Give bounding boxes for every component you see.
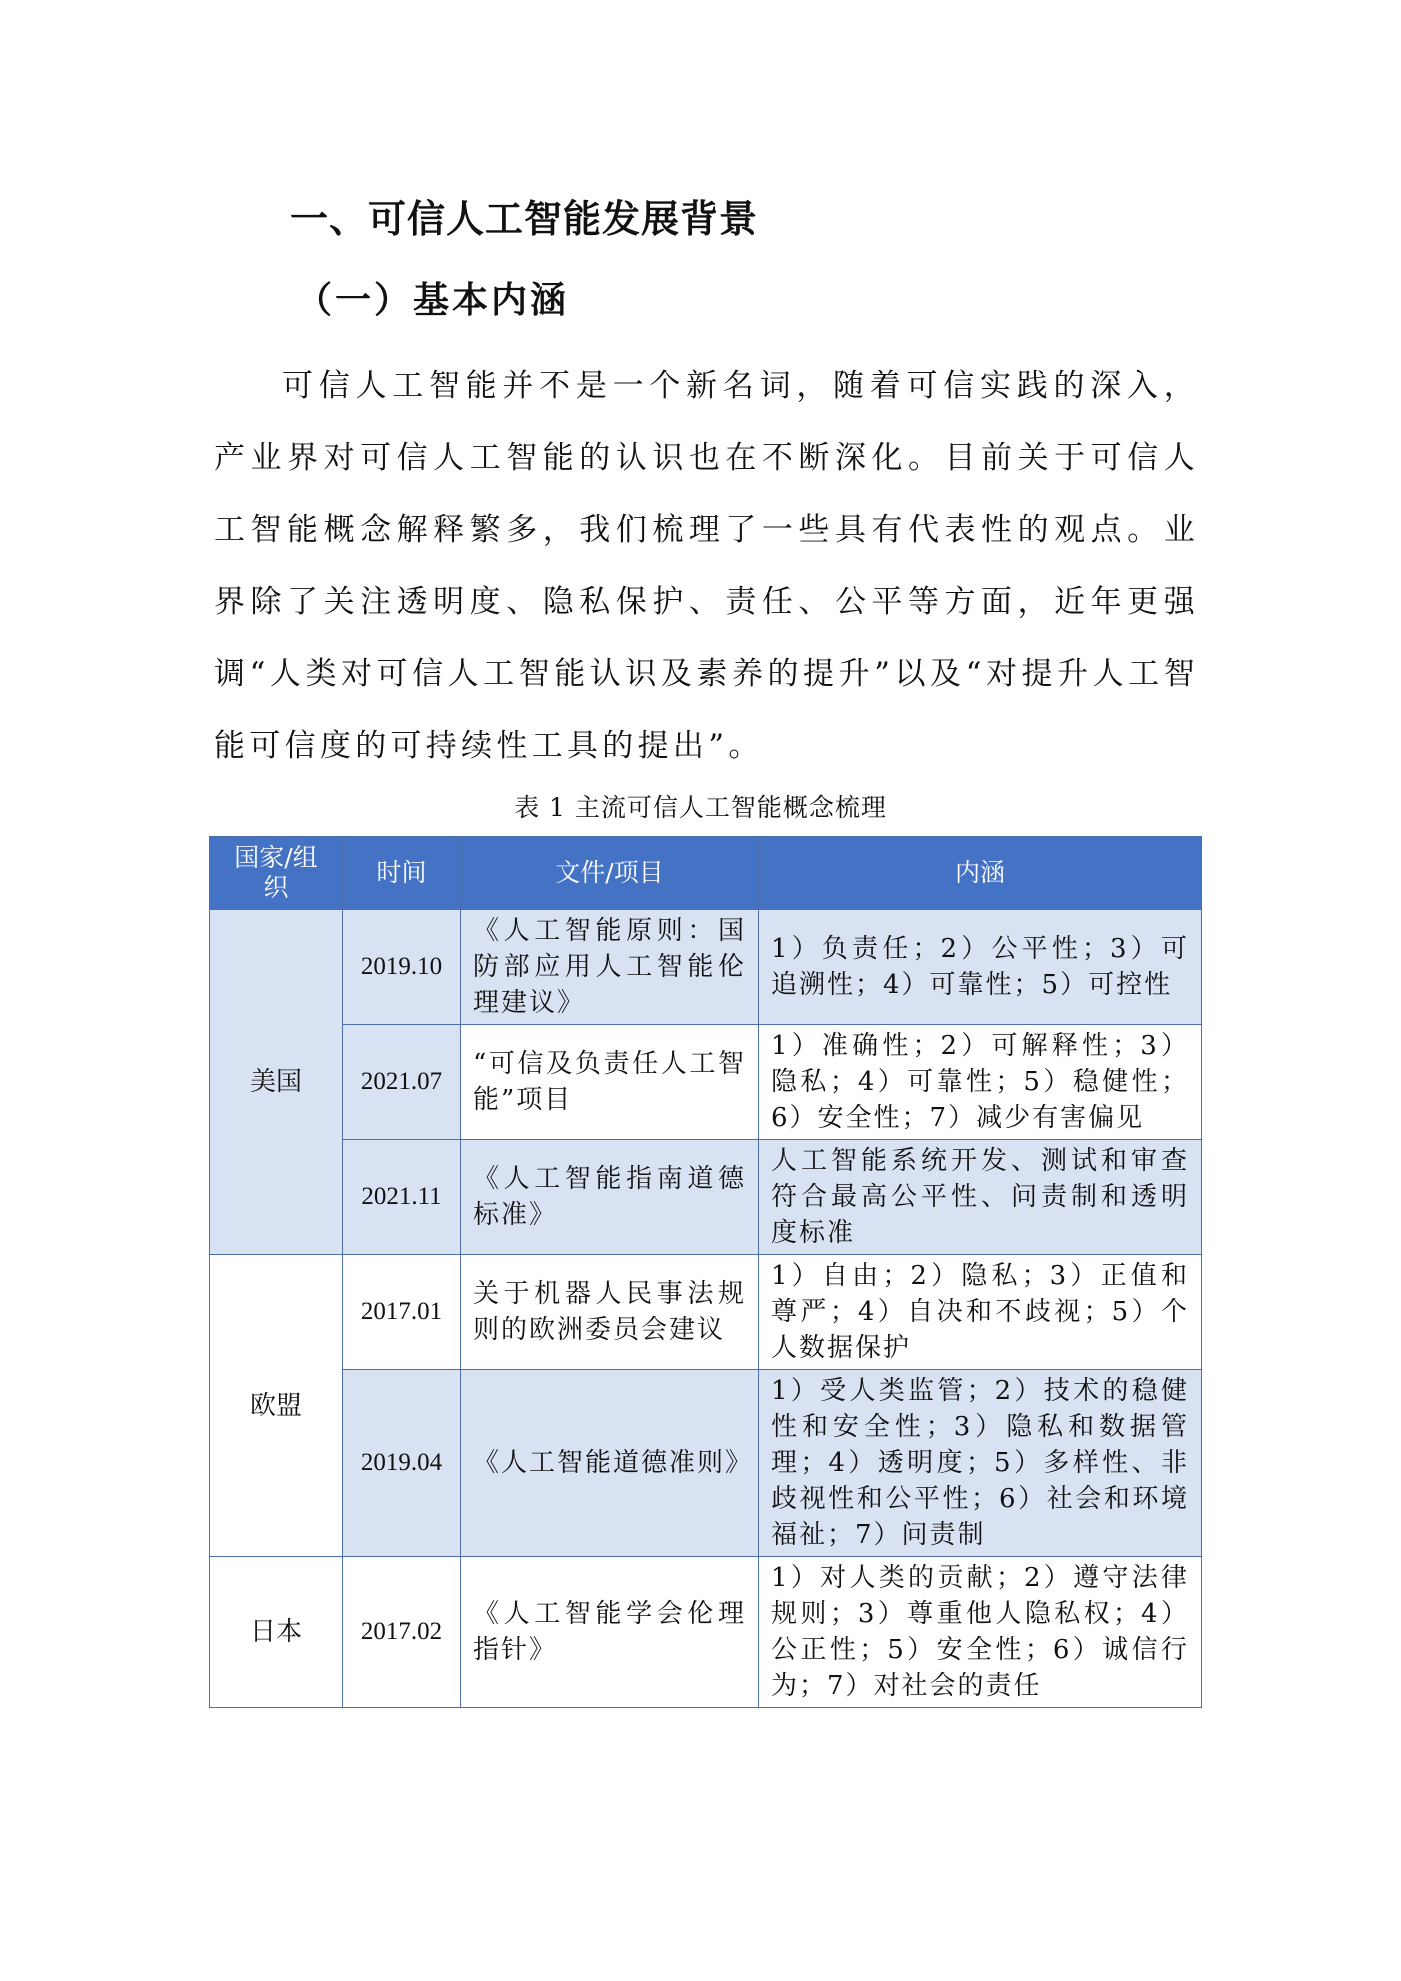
body-paragraph: 可信人工智能并不是一个新名词，随着可信实践的深入，产业界对可信人工智能的认识也在不断深化。目前关于可信人工智能概念解释繁多，我们梳理了一些具有代表性的观点。业界除了关注透明度、隐私保护、责任、公平等方面，近年更强调“人类对可信人工智能认识及素养的提升”以及“对提升人工智能可信度的可持续性工具的提出”。 [214,368,1199,764]
table-header-row [210,837,1202,910]
header-country: 国家/组织 [210,837,343,910]
content-cell: 1）受人类监管；2）技术的稳健性和安全性；3）隐私和数据管理；4）透明度；5）多样性、非歧视性和公平性；6）社会和环境福祉；7）问责制 [759,1370,1202,1557]
header-document: 文件/项目 [461,837,759,910]
header-date: 时间 [343,837,461,910]
document-cell: “可信及负责任人工智能”项目 [461,1025,759,1140]
table-row [210,1025,1202,1140]
table-row [210,1255,1202,1370]
date-cell: 2021.11 [343,1140,461,1255]
header-content: 内涵 [759,837,1202,910]
table-caption: 表 1 主流可信人工智能概念梳理 [514,793,887,822]
document-cell: 关于机器人民事法规则的欧洲委员会建议 [461,1255,759,1370]
country-cell: 美国 [210,910,343,1255]
table-row [210,910,1202,1025]
content-cell: 1）自由；2）隐私；3）正值和尊严；4）自决和不歧视；5）个人数据保护 [759,1255,1202,1370]
date-cell: 2017.02 [343,1557,461,1708]
content-cell: 1）对人类的贡献；2）遵守法律规则；3）尊重他人隐私权；4）公正性；5）安全性；6）诚信行为；7）对社会的责任 [759,1557,1202,1708]
content-cell: 1）负责任；2）公平性；3）可追溯性；4）可靠性；5）可控性 [759,910,1202,1025]
document-cell: 《人工智能学会伦理指针》 [461,1557,759,1708]
document-cell: 《人工智能原则：国防部应用人工智能伦理建议》 [461,910,759,1025]
date-cell: 2017.01 [343,1255,461,1370]
document-cell: 《人工智能指南道德标准》 [461,1140,759,1255]
concepts-table [209,836,1202,1708]
table-row [210,1140,1202,1255]
table-row [210,1370,1202,1557]
date-cell: 2019.10 [343,910,461,1025]
date-cell: 2019.04 [343,1370,461,1557]
subsection-heading: （一）基本内涵 [296,279,570,321]
country-cell: 欧盟 [210,1255,343,1557]
country-cell: 日本 [210,1557,343,1708]
content-cell: 人工智能系统开发、测试和审查符合最高公平性、问责制和透明度标准 [759,1140,1202,1255]
document-cell: 《人工智能道德准则》 [461,1370,759,1557]
date-cell: 2021.07 [343,1025,461,1140]
table-row [210,1557,1202,1708]
section-heading: 一、可信人工智能发展背景 [290,197,759,241]
content-cell: 1）准确性；2）可解释性；3）隐私；4）可靠性；5）稳健性；6）安全性；7）减少有害偏见 [759,1025,1202,1140]
